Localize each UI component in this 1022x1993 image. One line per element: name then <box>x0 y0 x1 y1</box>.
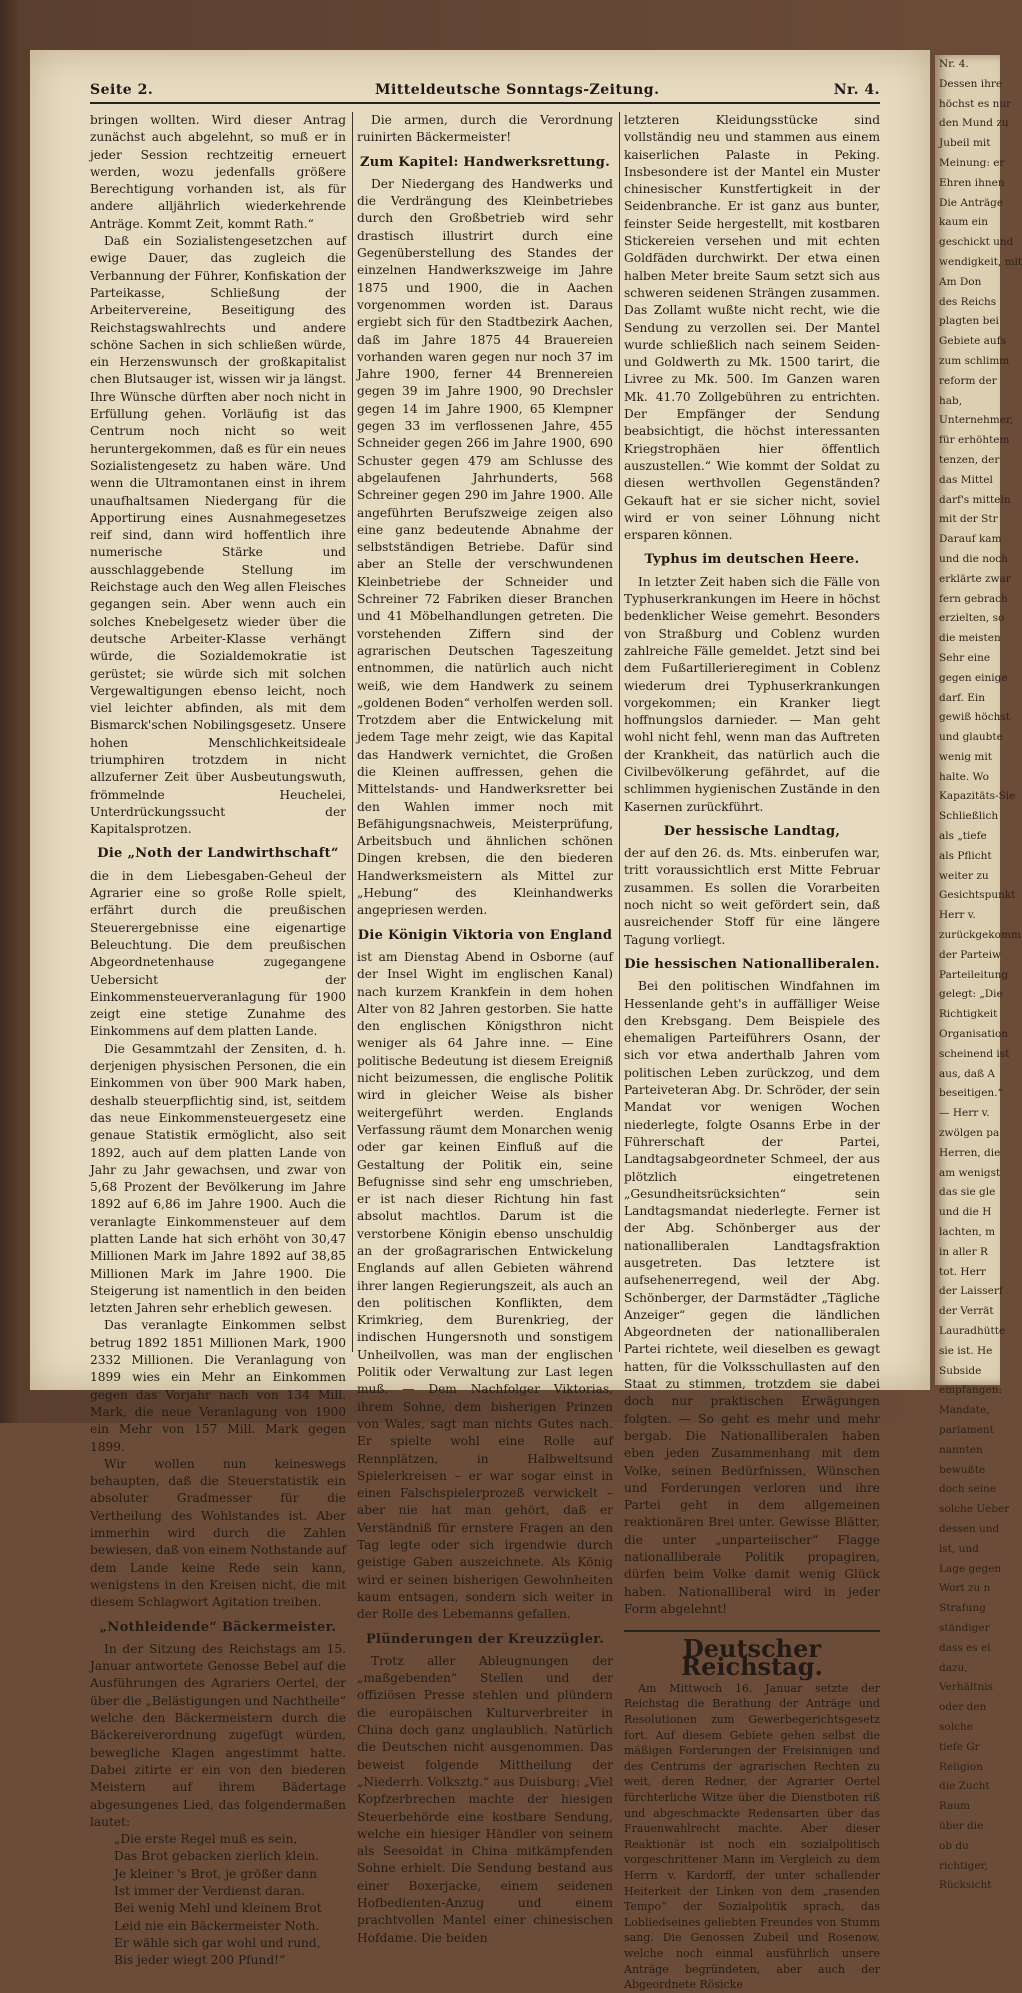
fragment-line: Herr v. <box>939 909 976 922</box>
fragment-line: der Laisserf <box>939 1285 1003 1298</box>
fragment-line: dazu, <box>939 1661 968 1674</box>
article-heading: Zum Kapitel: Handwerksrettung. <box>359 154 611 170</box>
fragment-line: bewußte <box>939 1463 986 1476</box>
paragraph: Das veranlagte Einkommen selbst betrug 1892 1851 Millionen Mark, 1900 2332 Millionen. Die Veranlagung von 1899 wies ein Mehr an Einkommen gegen das Vorjahr nach von 134 Mill. Mark, die neue Veranlagung von 1900 ein Mehr von 157 Mill. Mark gegen 1899. <box>90 1318 346 1454</box>
fragment-line: geschickt und <box>939 236 1014 249</box>
column-divider <box>619 112 620 1352</box>
fragment-line: erklärte zwar <box>939 572 1011 585</box>
fragment-line: als Pflicht <box>939 849 992 862</box>
paragraph: Trotz aller Ableugnungen der „maßgebenden“ Stellen und der offiziösen Presse stehlen und plündern die europäischen Kulturverbreiter in China doch ganz unglaublich. Natürlich die Deutschen nicht ausgenommen. Das beweist folgende Mittheilung der „Niederrh. Volksztg.“ aus Duisburg: „Viel Kopfzerbrechen machte der hiesigen Steuerbehörde eine kostbare Sendung, welche ein hiesiger Händler von seinem als Seesoldat in China mitkämpfenden Sohne erhielt. Die Sendung bestand aus einer Boxerjacke, einem seidenen Hofbedienten-Anzug und einem prachtvollen Mantel einer chinesischen Hofdame. Die beiden <box>357 1653 613 1945</box>
column-3 <box>624 112 880 1992</box>
fragment-line: den Mund zu <box>939 117 1009 130</box>
article-heading: Der hessische Landtag, <box>663 823 841 839</box>
paragraph: bringen wollten. Wird dieser Antrag zunächst auch abgelehnt, so muß er in jeder Session rechtzeitig erneuert werden, wozu jedenfalls größere Berechtigung vorhanden ist, als für andere alljährlich wiederkehrende Anträge. Kommt Zeit, kommt Rath.“ <box>90 113 346 231</box>
fragment-line: empfangen: <box>939 1384 1003 1397</box>
poem-line: Er wähle sich gar wohl und rund, <box>114 1935 321 1950</box>
issue-number: Nr. 4. <box>833 82 880 98</box>
fragment-line: Darauf kam <box>939 533 1002 546</box>
fragment-line: mit der Str <box>939 513 998 526</box>
fragment-line: plagten bei <box>939 315 999 328</box>
paragraph: Wir wollen nun keineswegs behaupten, daß die Steuerstatistik ein absoluter Gradmesser für die Vertheilung des Wohlstandes ist. Aber immerhin wird durch die Zahlen bewiesen, daß von einem Nothstande auf dem Lande keine Rede sein kann, wenigstens in den Kreisen nicht, die mit diesem Schlagwort Agitation treiben. <box>90 1456 346 1610</box>
fragment-line: zwölgen pa <box>939 1127 1000 1140</box>
poem-line: Je kleiner 's Brot, je größer dann <box>114 1866 318 1881</box>
fragment-line: gegen einige <box>939 671 1008 684</box>
fragment-line: Dessen ihre <box>939 77 1003 90</box>
fragment-line: ständiger <box>939 1621 990 1634</box>
fragment-line: über die <box>939 1819 984 1832</box>
fragment-line: Religion <box>939 1760 983 1773</box>
column-2 <box>357 112 613 1945</box>
fragment-line: tot. Herr <box>939 1265 986 1278</box>
poem-line: Das Brot gebacken zierlich klein. <box>114 1849 320 1864</box>
fragment-line: tenzen, der <box>939 453 1000 466</box>
fragment-line: für erhöhtem <box>939 434 1010 447</box>
paragraph: Der Niedergang des Handwerks und die Verdrängung des Kleinbetriebes durch den Großbetrieb wird sehr drastisch illustrirt durch eine Gegenüberstellung des Standes der einzelnen Handwerkszweige im Jahre 1875 und 1900, die in Aachen vorgenommen worden ist. Daraus ergiebt sich für den Stadtbezirk Aachen, daß im Jahre 1875 44 Brauereien vorhanden waren gegen nur noch 37 im Jahre 1900, ferner 44 Brennereien gegen 39 im Jahre 1900, 90 Drechsler gegen 14 im Jahre 1900, 65 Klempner gegen 33 im verflossenen Jahre, 455 Schneider gegen 266 im Jahre 1900, 690 Schuster gegen 479 am Schlusse des abgelaufenen Jahrhunderts, 568 Schreiner gegen 290 im Jahre 1900. Alle angeführten Berufszweige zeigen also eine ganz bedeutende Abnahme der selbstständigen Betriebe. Dafür sind aber an Stelle der verschwundenen Kleinbetriebe der Schneider und Schreiner 72 Fabriken dieser Branchen und 41 Möbelhandlungen getreten. Die vorstehenden Ziffern sind der agrarischen Deutschen Tageszeitung entnommen, die natürlich auch nicht weiß, wie dem Handwerk zu seinem „goldenen Boden“ verholfen werden soll. Trotzdem aber die Entwickelung mit jedem Tage mehr zeigt, wie das Kapital das Handwerk vernichtet, die Großen die Kleinen auffressen, gehen die Mittelstands- und Handwerksretter bei den Wahlen immer noch mit Befähigungsnachweis, Meisterprüfung, Arbeitsbuch und ähnlichen schönen Dingen krebsen, die den biederen Handwerksmeistern als Mittel zur „Hebung“ des Kleinhandwerks angepriesen werden. <box>357 176 613 918</box>
fragment-line: tiefe Gr <box>939 1740 980 1753</box>
fragment-line: ist, und <box>939 1542 979 1555</box>
article-heading: Die „Noth der Landwirthschaft“ <box>97 846 339 862</box>
fragment-line: lachten, m <box>939 1226 996 1239</box>
fragment-line: nannten <box>939 1443 983 1456</box>
fragment-line: der Parteiw <box>939 948 1001 961</box>
fragment-line: höchst es nur <box>939 97 1012 110</box>
article-heading: „Nothleidende“ Bäckermeister. <box>99 1619 337 1635</box>
fragment-line: Lauradhütte <box>939 1325 1006 1337</box>
poem-line: Leid nie ein Bäckermeister Noth. <box>114 1918 320 1933</box>
page-header <box>90 80 880 104</box>
fragment-line: aus, daß A <box>939 1067 996 1080</box>
paragraph: Bei den politischen Windfahnen im Hessenlande geht's in auffälliger Weise den Krebsgang. Dem Beispiele des ehemaligen Parteiführers Osann, der sich vor etwa anderthalb Jahren vom politischen Leben zurückzog, und dem Parteiveteran Abg. Dr. Schröder, der sein Mandat vor wenigen Wochen niederlegte, folgte Osanns Erbe in der Führerschaft der Partei, Landtagsabgeordneter Schmeel, der aus plötzlich eingetretenen „Gesundheitsrücksichten“ sein Landtagsmandat niederlegte. Ferner ist der Abg. Schönberger aus der nationalliberalen Landtagsfraktion ausgetreten. Das letztere ist aufsehenerregend, weil der Abg. Schönberger, der Darmstädter „Tägliche Anzeiger“ gegen die ländlichen Abgeordneten der nationalliberalen Partei richtete, weil dieselben es gewagt hatten, für die Volksschullasten auf den Staat zu stimmen, trotzdem sie dabei doch nur praktischen Erwägungen folgten. — So geht es mehr und mehr bergab. Die Nationalliberalen haben eben jeden Zusammenhang mit dem Volke, seinen Bedürfnissen, Wünschen und Forderungen verloren und ihre Partei geht in dem allgemeinen reaktionären Brei unter. Gewisse Blätter, die unter „unparteiischer“ Flagge nationalliberale Politik propagiren, dürfen beim Volke damit wenig Glück haben. Nationalliberal wird in jeder Form abgelehnt! <box>624 979 880 1616</box>
article-heading: Plünderungen der Kreuzzügler. <box>365 1631 605 1647</box>
paragraph: Am Mittwoch 16. Januar setzte der Reichstag die Berathung der Anträge und Resolutionen zum Gewerbegerichtsgesetz fort. Auf diesem Gebiete gehen selbst die mäßigen Forderungen der Freisinnigen und des Centrums der agrarischen Rechten zu weit, deren Redner, der Agrarier Oertel fürchterliche Witze über die Dienstboten riß und abgeschmackte Redensarten über das Frauenwahlrecht machte. Aber dieser Reaktionär ist noch ein sozialpolitisch vorgeschrittener Mann im Vergleich zu dem Herrn v. Kardorff, der unter schallender Heiterkeit der Linken von dem „rasenden Tempo“ der Sozialpolitik sprach, das Lobliedseines geliebten Freundes von Stumm sang. Die Genossen Zubeil und Rosenow, welche noch einmal ausführlich unsere Anträge begründeten, aber auch der Abgeordnete Rösicke <box>624 1681 880 1992</box>
paragraph: letzteren Kleidungsstücke sind vollständig neu und stammen aus einem kaiserlichen Palaste in Peking. Insbesondere ist der Mantel ein Muster chinesischer Kunstfertigkeit in der Seidenbranche. Er ist ganz aus bunter, feinster Seide hergestellt, mit kostbaren Stickereien versehen und mit echten Goldfäden durchwirkt. Der etwa einen halben Meter breite Saum setzt sich aus schweren seidenen Strängen zusammen. Das Zollamt wußte nicht recht, wie die Sendung zu verzollen sei. Der Mantel wurde schließlich nach seinem Seiden- und Goldwerth zu Mk. 1500 tarirt, die Livree zu Mk. 500. Im Ganzen waren Mk. 41.70 Zollgebühren zu entrichten. Der Empfänger der Sendung beabsichtigt, die höchst interessanten Kriegstrophäen hier öffentlich auszustellen.“ Wie kommt der Soldat zu diesen werthvollen Gegenständen? Gekauft hat er sie sicher nicht, soviel wird er von seiner Löhnung nicht ersparen können. <box>624 113 880 543</box>
column-divider <box>352 112 353 1352</box>
fragment-line: Sehr eine <box>939 651 991 664</box>
poem-line: Ist immer der Verdienst daran. <box>114 1883 305 1898</box>
fragment-line: — Herr v. <box>939 1107 990 1120</box>
fragment-line: erzielten, so <box>939 612 1005 625</box>
fragment-line: Herren, die <box>939 1146 1001 1159</box>
poem-line: Bei wenig Mehl und kleinem Brot <box>114 1901 322 1916</box>
fragment-line: Meinung: er <box>939 156 1005 169</box>
fragment-line: Gesichtspunkt <box>939 889 1016 902</box>
fragment-line: solche Ueber <box>939 1503 1010 1516</box>
fragment-line: Nr. 4. <box>939 58 969 70</box>
fragment-line: Raum <box>939 1800 971 1813</box>
fragment-line: doch seine <box>939 1483 996 1496</box>
fragment-line: Lage gegen <box>939 1562 1002 1575</box>
article-heading: Die hessischen Nationalliberalen. <box>624 956 880 972</box>
fragment-line: hab, <box>939 394 963 407</box>
fragment-line: fern gebrach <box>939 592 1008 605</box>
fragment-line: ob du <box>939 1839 969 1852</box>
article-heading: Typhus im deutschen Heere. <box>644 552 860 568</box>
fragment-line: Mandate, <box>939 1404 990 1417</box>
fragment-line: das sie gle <box>939 1186 996 1199</box>
poem-line: Bis jeder wiegt 200 Pfund!“ <box>114 1953 286 1968</box>
fragment-line: darf. Ein <box>939 691 985 704</box>
paragraph: die in dem Liebesgaben-Geheul der Agrarier eine so große Rolle spielt, erfährt durch die preußischen Steuerergebnisse eine eigenartige Beleuchtung. Die dem preußischen Abgeordnetenhause zugegangene Uebersicht der Einkommensteuerveranlagung für 1900 zeigt eine stetige Zunahme des Einkommens auf dem platten Lande. <box>90 868 346 1039</box>
fragment-line: richtiger, <box>939 1859 988 1872</box>
fragment-line: Rücksicht <box>939 1879 992 1892</box>
fragment-line: die meisten <box>939 632 1001 645</box>
poem-line: „Die erste Regel muß es sein, <box>114 1832 298 1847</box>
fragment-line: am wenigst <box>939 1166 1001 1179</box>
fragment-line: zum schlimm <box>939 354 1010 367</box>
fragment-line: reform der <box>939 374 997 387</box>
fragment-line: gelegt: „Die <box>939 988 1003 1001</box>
fragment-line: das Mittel <box>939 473 993 486</box>
fragment-line: kaum ein <box>939 216 989 229</box>
fragment-line: Subside <box>939 1364 982 1377</box>
fragment-line: und glaubte <box>939 731 1003 744</box>
fragment-line: gewiß höchst <box>939 711 1010 724</box>
fragment-line: Parteileitung <box>939 968 1009 981</box>
fragment-line: scheinend ist <box>939 1047 1010 1060</box>
fragment-line: und die noch <box>939 552 1008 565</box>
fragment-line: parlament <box>939 1423 994 1436</box>
newspaper-title: Mitteldeutsche Sonntags-Zeitung. <box>375 82 660 98</box>
fragment-line: dessen und <box>939 1522 1000 1535</box>
fragment-line: solche <box>939 1720 973 1733</box>
section-title: Deutscher Reichstag. <box>624 1630 880 1675</box>
column-1 <box>90 112 346 1968</box>
fragment-line: darf's mitteln <box>939 493 1011 506</box>
paragraph: ist am Dienstag Abend in Osborne (auf der Insel Wight im englischen Kanal) nach kurzem Krankfein in dem hohen Alter von 82 Jahren gestorben. Sie hatte den englischen Königsthron nicht weniger als 64 Jahre inne. — Eine politische Bedeutung ist diesem Ereigniß nicht beizumessen, die englische Politik wird in gleicher Weise als bisher weitergeführt werden. Englands Verfassung räumt dem Monarchen wenig oder gar keinen Einfluß auf die Gestaltung der Politik ein, seine Befugnisse sind sehr eng umschrieben, er ist nach dieser Richtung hin fast absolut machtlos. Darum ist die verstorbene Königin ebenso unschuldig an der großagrarischen Entwickelung Englands auf allen Gebieten während ihrer langen Regierungszeit, als auch an den politischen Konflikten, dem Krimkrieg, dem Burenkrieg, der indischen Hungersnoth und sonstigem Unheilvollen, was man der englischen Politik oder Verwaltung zur Last legen muß. — Dem Nachfolger Viktorias, ihrem Sohne, dem bisherigen Prinzen von Wales, sagt man nichts Gutes nach. Er spielte wohl eine Rolle auf Rennplätzen, in Halbweltsund Spielerkreisen – er war sogar einst in einen Falschspielerprozeß verwickelt – aber nie hat man gehört, daß er Verständniß für ernstere Fragen an den Tag legte oder sich irgendwie durch geistige Gaben auszeichnete. Als König wird er seinen bisherigen Gewohnheiten kaum entsagen, sondern sich weiter in der Rolle des Lebemanns gefallen. <box>357 949 613 1622</box>
fragment-line: dass es ei <box>939 1641 991 1654</box>
paragraph: Die Gesammtzahl der Zensiten, d. h. derjenigen physischen Personen, die ein Einkommen von über 900 Mark haben, deshalb steuerpflichtig sind, ist, seitdem das neue Einkommensteuergesetz eine genaue Statistik ermöglicht, also seit 1892, auch auf dem platten Lande von Jahr zu Jahr gewachsen, und zwar von 5,68 Prozent der Bevölkerung im Jahre 1892 auf 6,86 im Jahre 1900. Auch die veranlagte Einkommensteuer auf dem platten Lande hat sich erhöht von 30,47 Millionen Mark im Jahre 1892 auf 38,85 Millionen Mark im Jahre 1900. Die Steigerung ist namentlich in den beiden letzten Jahren sehr erheblich gewesen. <box>90 1041 346 1316</box>
newspaper-page <box>30 50 930 1992</box>
fragment-line: oder den <box>939 1701 987 1714</box>
fragment-line: Die Anträge <box>939 196 1004 209</box>
fragment-line: als „tiefe <box>939 830 987 843</box>
fragment-line: in aller R <box>939 1245 988 1258</box>
paragraph: In letzter Zeit haben sich die Fälle von Typhuserkrankungen im Heere in höchst bedenklicher Weise gemehrt. Besonders von Straßburg und Coblenz wurden zahlreiche Fälle gemeldet. Jetzt sind bei dem Fußartillerieregiment in Coblenz wiederum drei Typhuserkrankungen vorgekommen; ein Kranker liegt hoffnungslos darnieder. — Man geht wohl nicht fehl, wenn man das Auftreten der Krankheit, das natürlich auch die Civilbevölkerung gefährdet, auf die schlimmen hygienischen Zustände in den Kasernen zurückführt. <box>624 574 880 814</box>
fragment-line: zurückgekomm <box>939 929 1021 942</box>
fragment-line: Am Don <box>939 275 982 288</box>
fragment-line: Organisation <box>939 1028 1009 1041</box>
fragment-line: weiter zu <box>939 869 989 882</box>
fragment-line: und die H <box>939 1206 992 1219</box>
fragment-line: Jubeil mit <box>939 137 991 150</box>
fragment-line: Richtigkeit <box>939 1008 998 1021</box>
fragment-line: sie ist. He <box>939 1344 993 1357</box>
fragment-line: der Verrät <box>939 1305 994 1318</box>
fragment-line: Kapazitäts-Sie <box>939 790 1016 803</box>
poem <box>90 1831 346 1969</box>
paragraph: Daß ein Sozialistengesetzchen auf ewige Dauer, das zugleich die Verbannung der Führer, Konfiskation der Parteikasse, Schließung der Arbeitervereine, Beseitigung des Reichstagswahlrechts und andere schöne Sachen in sich schließen würde, ein Herzenswunsch der großkapitalist chen Blutsauger ist, wissen wir ja längst. Ihre Wünsche dürften aber noch nicht in Erfüllung gehen. Vorläufig ist das Centrum noch nicht so weit heruntergekommen, daß es für ein neues Sozialistengesetz zu haben wäre. Und wenn die Ultramontanen einst in ihrem unaufhaltsamen Niedergang für die Apportirung eines Ausnahmegesetzes reif sind, dann wird hoffentlich ihre numerische Stärke und ausschlaggebende Stellung im Reichstage auch den Weg allen Fleisches gegangen sein. Aber wenn auch ein solches Knebelgesetz wieder über die deutsche Arbeiter-Klasse verhängt würde, die Sozialdemokratie ist gerüstet; sie würde sich mit solchen Vergewaltigungen ebenso leicht, noch viel leichter abfinden, als mit dem Bismarck'schen Nobilingsgesetz. Unsere hohen Menschlichkeitsideale triumphiren trotzdem in nicht allzuferner Zeit über Ausbeutungswuth, frömmelnde Heuchelei, Unterdrückungssucht der Kapitalsprotzen. <box>90 234 346 837</box>
fragment-line: Verhältnis <box>939 1681 993 1694</box>
fragment-line: halte. Wo <box>939 770 989 783</box>
fragment-line: des Reichs <box>939 295 997 308</box>
fragment-line: Gebiete aufs <box>939 335 1006 348</box>
fragment-list <box>935 55 1022 1896</box>
paragraph: der auf den 26. ds. Mts. einberufen war, tritt voraussichtlich erst Mitte Februar zusammen. Es sollen die Vorarbeiten noch nicht so weit gefördert sein, daß ausreichender Stoff für eine längere Tagung vorliegt. <box>624 846 880 947</box>
fragment-line: Ehren ihnen <box>939 176 1005 189</box>
article-heading: Die Königin Viktoria von England <box>357 927 613 943</box>
adjacent-page-fragment <box>935 55 1022 1892</box>
fragment-line: Strafung <box>939 1602 986 1615</box>
fragment-line: wenig mit <box>939 750 992 763</box>
fragment-line: beseitigen.“ <box>939 1087 1003 1100</box>
fragment-line: Schließlich <box>939 810 999 823</box>
paragraph: In der Sitzung des Reichstags am 15. Januar antwortete Genosse Bebel auf die Ausführungen des Agrariers Oertel, der über die „Belästigungen und Nachtheile“ welche den Bäckermeistern durch die Bäckereiverordnung zugefügt würden, bewegliche Klagen angestimmt hatte. Dabei zitirte er ein von den biederen Meistern auf ihrem Bädertage abgesungenes Lied, das folgendermaßen lautet: <box>90 1641 346 1829</box>
fragment-line: die Zucht <box>939 1780 990 1793</box>
fragment-line: Wort zu n <box>939 1582 991 1595</box>
paragraph: Die armen, durch die Verordnung ruinirten Bäckermeister! <box>357 113 613 145</box>
fragment-line: Unternehmer, <box>939 414 1014 427</box>
fragment-line: wendigkeit, mit <box>939 255 1022 268</box>
page-number: Seite 2. <box>90 82 154 98</box>
